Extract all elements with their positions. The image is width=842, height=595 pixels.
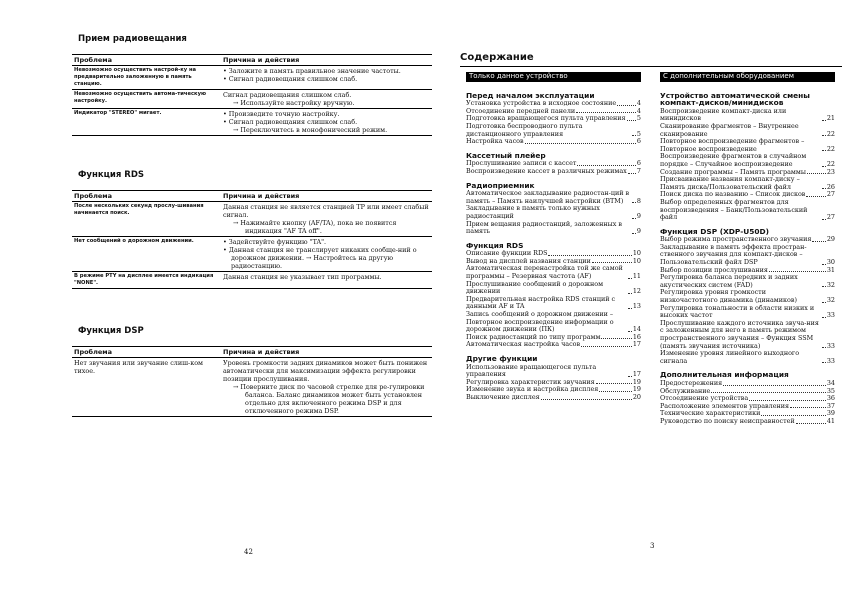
toc-entry-page: 41 [826,416,835,425]
toc-group-title: Дополнительная информация [660,370,789,380]
table-row [72,237,432,272]
toc-entry-title: Вывод на дисплей названия станции [466,256,591,265]
toc-leader-dots [822,166,826,167]
toc-leader-dots [761,415,825,416]
cause-text: Сигнал радиовещания слишком слаб. [223,91,352,99]
problem-cell: В режиме PTY на дисплее имеется индикация "NONE". [72,272,221,289]
toc-leader-dots [596,383,632,384]
toc-entry[interactable] [466,394,641,402]
toc-leader-dots [807,173,826,174]
toc-leader-dots [822,286,826,287]
toc-entry-title: Автоматическая настройка часов [466,340,581,349]
toc-entry-page: 33 [826,311,835,320]
toc-entry-title: Установка устройства в исходное состояние [466,99,617,108]
toc-entry[interactable] [466,364,641,379]
toc-entry[interactable] [660,108,835,123]
toc-leader-dots [601,338,631,339]
toc-leader-dots [632,233,636,234]
toc-entry-page: 5 [636,129,641,138]
toc-entry-page: 10 [632,256,641,265]
toc-entry-page: 16 [632,332,641,341]
toc-entry-title: Воспроизведение компакт-диска или минидисков [660,106,787,123]
toc-column-optional-equipment [660,72,835,426]
toc-entry-title: Регулировка баланса передних и задних акустических систем (FAD) [660,273,798,289]
cause-action: → Поверните диск по часовой стрелке для ре-гулировки баланса. Баланс динамиков может быть установлен отдельно для включенного режима DSP и для отключенного режима DSP. [233,383,425,415]
cause-bullet: • Задействуйте функцию "TA". [223,238,327,246]
toc-entry-title: Технические характеристики [660,409,761,418]
section-title-radio: Прием радиовещания [78,34,187,44]
toc-leader-dots [617,105,636,106]
toc-leader-dots [822,362,826,363]
header-problem: Проблема [72,55,221,66]
toc-entry[interactable] [466,168,641,176]
toc-entry-page: 22 [826,159,835,168]
toc-entry[interactable] [660,153,835,168]
toc-leader-dots [599,391,632,392]
toc-entry[interactable] [660,305,835,320]
toc-entry-page: 9 [636,211,641,220]
toc-entry-page: 33 [826,356,835,365]
problem-cell: Невозможно осуществить автома-тическую настройку. [72,90,221,109]
toc-leader-dots [632,218,636,219]
toc-leader-dots [822,120,826,121]
toc-entry-page: 6 [636,159,641,168]
toc-entry-page: 13 [632,302,641,311]
toc-leader-dots [541,399,632,400]
toc-entry-page: 26 [826,182,835,191]
toc-entry-page: 12 [632,287,641,296]
toc-entry-page: 27 [826,213,835,222]
toc-entry-title: Повторное воспроизведение фрагментов – Повторное воспроизведение [660,137,805,153]
toc-group-title: Функция RDS [466,240,524,250]
cause-bullet: • Сигнал радиовещания слишком слаб. [223,118,358,126]
toc-entry-title: Описание функции RDS [466,249,548,258]
toc-entry-page: 20 [632,392,641,401]
toc-entry-page: 7 [636,166,641,175]
toc-group-title: Радиоприемник [466,180,535,190]
toc-group-title: Перед началом эксплуатации [466,90,595,100]
toc-leader-dots [628,278,632,279]
toc-entry-page: 11 [632,272,641,281]
toc-entry-page: 31 [826,265,835,274]
toc-leader-dots [548,255,631,256]
table-header-row [72,55,432,66]
toc-entry[interactable] [660,199,835,222]
cause-cell [221,66,432,90]
cause-text: Данная станция не указывает тип программы. [223,273,382,281]
page-number-left: 42 [244,548,253,556]
cause-text: Данная станция не является станцией TP или имеет слабый сигнал. [223,203,429,219]
toc-entry-page: 17 [632,370,641,379]
toc-leader-dots [628,173,636,174]
toc-entry-page: 22 [826,144,835,153]
toc-entry-title: Регулировка тональности в области низких и высоких частот [660,303,815,320]
toc-entry-page: 36 [826,394,835,403]
toc-entry[interactable] [466,341,641,349]
table-row [72,202,432,237]
toc-entry[interactable] [466,265,641,280]
toc-entry-title: Регулировка характеристик звучания [466,377,595,386]
toc-leader-dots [632,135,636,136]
toc-entry-title: Воспроизведение кассет в различных режимах [466,166,627,175]
toc-entry-title: Поиск диска по названию – Список дисков [660,190,806,199]
toc-title: Содержание [460,52,534,63]
cause-bullet: • Данная станция не транслирует никаких сообще-ний о дорожном движении. → Настройтесь на другую радиостанцию. [223,246,417,270]
toc-entry-title: Присваивание названия компакт-диску – Память диска/Пользовательский файл [660,175,800,191]
toc-entry-page: 33 [826,341,835,350]
toc-leader-dots [628,376,632,377]
table-row [72,109,432,136]
toc-entry-page: 4 [636,106,641,115]
header-cause: Причина и действия [221,55,432,66]
toc-leader-dots [812,241,825,242]
toc-entry-title: Прием вещания радиостанций, заложенных в память [466,219,622,236]
toc-entry-page: 35 [826,386,835,395]
toc-entry-page: 22 [826,129,835,138]
toc-entry[interactable] [466,190,641,205]
cause-bullet: • Произведите точную настройку. [223,110,340,118]
toc-leader-dots [822,219,826,220]
toc-leader-dots [822,317,826,318]
toc-entry-title: Руководство по поиску неисправностей [660,416,795,425]
toc-entry-title: Автоматическое закладывание радиостан-ций в память – Память наилучшей настройки (BTM) [466,189,630,205]
toc-entry[interactable] [660,289,835,304]
toc-leader-dots [749,400,826,401]
toc-entry-page: 5 [636,114,641,123]
toc-entry-page: 9 [636,227,641,236]
toc-leader-dots [632,202,636,203]
toc-entry-title: Подготовка вращающегося пульта управления [466,114,626,123]
toc-leader-dots [627,120,636,121]
toc-entry-page: 8 [636,196,641,205]
toc-entry-page: 19 [632,377,641,386]
table-row [72,358,432,417]
toc-entry-title: Создание программы – Память программы [660,167,806,176]
toc-group-title: Кассетный плейер [466,150,546,160]
problem-cell: После нескольких секунд прослу-шивания начинается поиск. [72,202,221,237]
toc-column-bar: С дополнительным оборудованием [660,72,835,82]
toc-leader-dots [806,196,825,197]
toc-leader-dots [711,392,826,393]
toc-entry-title: Прослушивание каждого источника звуча-ния с заложенным для него в память режимом пространственного звучания – Функция SSM (память звучания источника) [660,318,819,350]
toc-entry[interactable] [660,123,835,138]
toc-leader-dots [581,346,632,347]
toc-group-title: Функция DSP (XDP-U50D) [660,226,770,236]
cause-text: Уровень громкости задних динамиков может быть понижен автоматически для максимизации эффекта регулировки позиции прослушивания. [223,359,428,383]
toc-leader-dots [796,423,826,424]
toc-entry[interactable] [466,296,641,311]
header-cause: Причина и действия [221,347,432,358]
toc-entry-title: Выбор режима пространственного звучания [660,235,812,244]
problem-cell: Индикатор "STEREO" мигает. [72,109,221,136]
cause-action: → Переключитесь в монофонический режим. [233,126,388,134]
toc-entry-title: Изменение уровня линейного выходного сигнала [660,349,800,365]
table-header-row [72,191,432,202]
toc-entry-title: Прослушивание записи с кассет [466,159,577,168]
toc-column-device-only [466,72,641,402]
toc-entry-title: Изменение звука и настройка дисплея [466,385,599,394]
toc-entry-title: Подготовка беспроводного пульта дистанционного управления [466,121,583,138]
toc-entry-title: Выбор позиции прослушивания [660,265,768,274]
toc-leader-dots [822,347,826,348]
toc-entry-title: Предварительная настройка RDS станций с данными AF и TA [466,294,616,311]
toc-entry-page: 27 [826,190,835,199]
toc-entry[interactable] [660,320,835,350]
toc-entry-page: 32 [826,280,835,289]
toc-entry-page: 39 [826,409,835,418]
toc-entry-title: Расположение элементов управления [660,401,790,410]
toc-leader-dots [592,262,632,263]
toc-entry-title: Отсоединение устройства [660,394,749,403]
table-row [72,272,432,289]
right-page [440,0,842,595]
problem-cell: Нет звучания или звучание слиш-ком тихое. [72,358,221,417]
toc-leader-dots [790,407,826,408]
table-row [72,66,432,90]
toc-leader-dots [822,188,826,189]
page-number-right: 3 [650,542,655,550]
header-problem: Проблема [72,191,221,202]
toc-entry-title: Автоматическая перенастройка той же самой программы – Резервная частота (AF) [466,264,623,281]
toc-entry-title: Прослушивание сообщений о дорожном движении [466,279,604,296]
toc-entry-title: Запись сообщений о дорожном движении – Повторное воспроизведение информации о дорожном движении (ПК) [466,310,614,334]
toc-entry-page: 17 [632,340,641,349]
toc-entry-page: 32 [826,296,835,305]
section-title-dsp: Функция DSP [78,326,144,336]
toc-entry-page: 4 [636,99,641,108]
toc-entry[interactable] [660,138,835,153]
toc-entry[interactable] [660,244,835,267]
toc-entry-page: 23 [826,167,835,176]
cause-bullet: • Заложите в память правильное значение частоты. [223,67,401,75]
toc-entry-title: Настройка часов [466,137,524,146]
cause-cell [221,358,432,417]
toc-leader-dots [576,112,636,113]
cause-cell [221,90,432,109]
cause-action: → Нажимайте кнопку (AF/TA), пока не появится индикация "AF TA off". [233,219,397,235]
header-problem: Проблема [72,347,221,358]
toc-entry[interactable] [660,274,835,289]
toc-leader-dots [822,150,826,151]
toc-group-title: Устройство автоматической смены компакт-дисков/минидисков [660,90,810,108]
toc-entry-page: 29 [826,235,835,244]
toc-entry-title: Регулировка уровня громкости низкочастотного динамика (динамиков) [660,288,797,305]
toc-entry[interactable] [466,123,641,138]
toc-entry-page: 6 [636,137,641,146]
cause-bullet: • Сигнал радиовещания слишком слаб. [223,75,358,83]
toc-entry[interactable] [466,138,641,146]
table-header-row [72,347,432,358]
toc-entry-page: 37 [826,401,835,410]
toc-entry[interactable] [660,418,835,426]
toc-entry[interactable] [660,350,835,365]
toc-entry-title: Отсоединение передней панели [466,106,576,115]
toc-entry-title: Поиск радиостанций по типу программ [466,332,601,341]
toc-entry-title: Выбор определенных фрагментов для воспроизведения – Банк/Пользовательский файл [660,197,808,222]
toc-column-bar: Только данное устройство [466,72,641,82]
toc-leader-dots [628,293,632,294]
cause-cell [221,109,432,136]
toc-entry-title: Предостережения [660,378,723,387]
troubleshoot-table-radio [72,54,432,136]
problem-cell: Нет сообщений о дорожном движении. [72,237,221,272]
toc-leader-dots [525,143,636,144]
toc-entry-page: 21 [826,114,835,123]
troubleshoot-table-rds [72,190,432,289]
toc-leader-dots [628,308,632,309]
cause-action: → Используйте настройку вручную. [233,99,355,107]
problem-cell: Невозможно осуществить настрой-ку на предварительно заложенную в память станцию. [72,66,221,90]
toc-entry[interactable] [466,311,641,334]
toc-entry-page: 19 [632,385,641,394]
toc-entry[interactable] [660,176,835,191]
toc-entry-page: 14 [632,325,641,334]
toc-entry[interactable] [466,205,641,220]
cause-cell [221,237,432,272]
toc-entry[interactable] [466,221,641,236]
troubleshoot-table-dsp [72,346,432,417]
toc-entry-page: 30 [826,258,835,267]
toc-title-rule [460,66,842,67]
toc-leader-dots [769,271,826,272]
toc-entry-title: Воспроизведение фрагментов в случайном порядке – Случайное воспроизведение [660,152,807,168]
toc-group-title: Другие функции [466,354,538,363]
toc-entry-title: Сканирование фрагментов – Внутреннее сканирование [660,121,799,138]
toc-entry-title: Закладывание в память эффекта простран-ственного звучания для компакт-дисков – Пользовательский файл DSP [660,242,807,267]
toc-entry-title: Обслуживание [660,386,711,395]
toc-leader-dots [822,135,826,136]
cause-cell [221,202,432,237]
toc-entry[interactable] [466,281,641,296]
toc-leader-dots [822,264,826,265]
toc-entry-title: Выключение дисплея [466,392,540,401]
toc-entry-title: Закладывание в память только нужных радиостанций [466,204,600,220]
toc-entry-page: 34 [826,378,835,387]
section-title-rds: Функция RDS [78,170,145,180]
toc-leader-dots [577,165,635,166]
toc-leader-dots [723,385,826,386]
toc-entry-title: Использование вращающегося пульта управления [466,362,597,379]
toc-entry-page: 10 [632,249,641,258]
toc-leader-dots [822,302,826,303]
toc-leader-dots [628,331,632,332]
table-row [72,90,432,109]
header-cause: Причина и действия [221,191,432,202]
cause-cell [221,272,432,289]
